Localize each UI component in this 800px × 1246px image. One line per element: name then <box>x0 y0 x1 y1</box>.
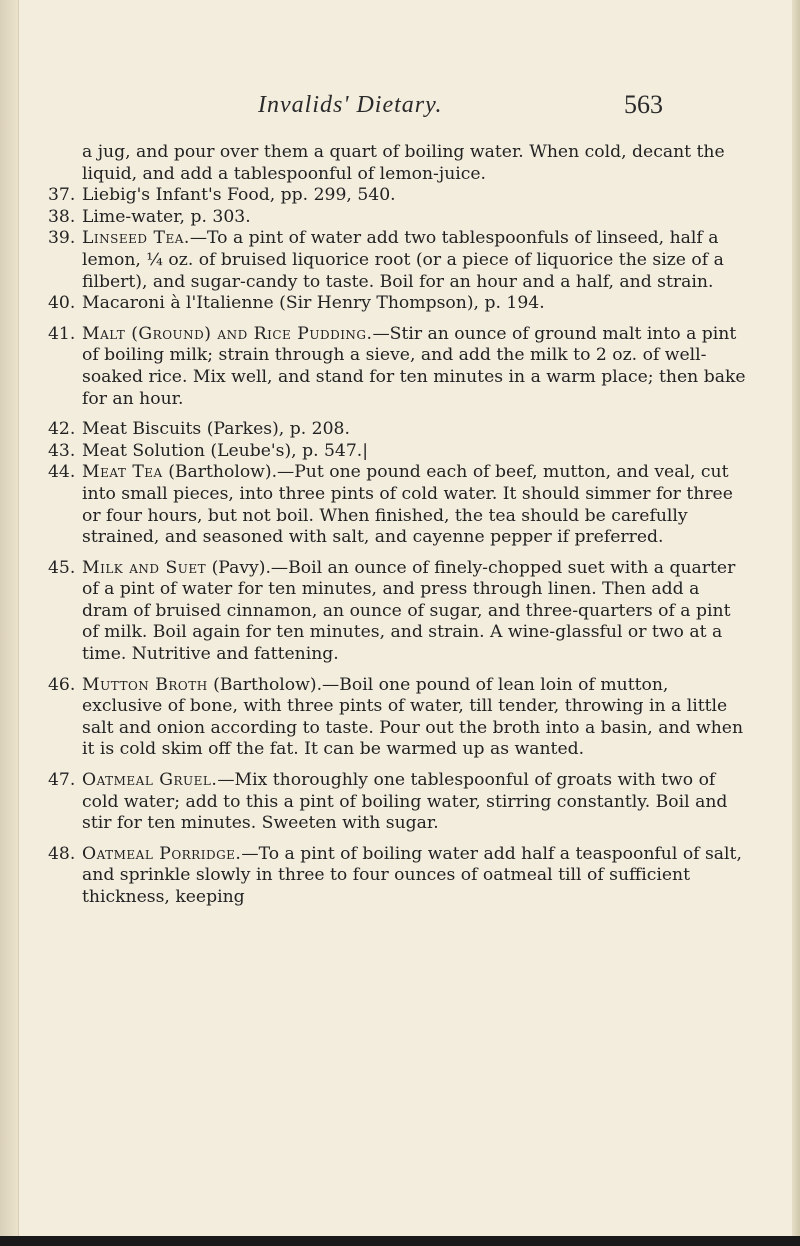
list-item <box>48 558 748 666</box>
page-edge <box>792 0 800 1246</box>
entry-heading: Oatmeal Porridge. <box>82 843 242 864</box>
entry-heading: Malt (Ground) and Rice Pudding. <box>82 323 373 344</box>
list-item <box>48 441 748 463</box>
running-title: Invalids' Dietary. <box>258 92 443 118</box>
entry-text: —Stir an ounce of ground malt into a pint of boiling milk; strain through a sieve, and add the milk to 2 oz. of well-soaked rice. Mix well, and stand for ten minutes in a warm place; then bake for an hour. <box>82 323 746 409</box>
entry-number: 41. <box>48 323 76 344</box>
entry-number: 48. <box>48 843 76 864</box>
entry-number: 47. <box>48 770 76 791</box>
entry-number: 43. <box>48 440 76 461</box>
entry-text: Meat Biscuits (Parkes), p. 208. <box>82 419 350 440</box>
entry-number: 38. <box>48 206 76 227</box>
entry-text: —To a pint of water add two tablespoonfuls of linseed, half a lemon, ¼ oz. of bruised liquorice root (or a piece of liquorice the size of a filbert), and sugar-candy to taste. Boil for an hour and a half, and strain. <box>82 228 724 292</box>
list-item <box>48 324 748 410</box>
page-gutter <box>0 0 18 1246</box>
entry-number: 42. <box>48 419 76 440</box>
entry-text: —Mix thoroughly one tablespoonful of groats with two of cold water; add to this a pint of boiling water, stirring constantly. Boil and stir for ten minutes. Sweeten with sugar. <box>82 770 728 834</box>
entry-heading: Linseed Tea. <box>82 228 190 249</box>
list-item <box>48 675 748 761</box>
list-item <box>48 207 748 229</box>
entry-text: Meat Solution (Leube's), p. 547.| <box>82 440 369 461</box>
continuation-paragraph: a jug, and pour over them a quart of boiling water. When cold, decant the liquid, and add a tablespoonful of lemon-juice. <box>82 142 725 184</box>
entry-heading: Meat Tea <box>82 462 163 483</box>
entry-number: 46. <box>48 674 76 695</box>
entry-number: 39. <box>48 228 76 249</box>
entry-text: Liebig's Infant's Food, pp. 299, 540. <box>82 185 396 206</box>
entry-number: 37. <box>48 185 76 206</box>
scan-bottom-edge <box>0 1236 800 1246</box>
entry-number: 44. <box>48 462 76 483</box>
entry-heading: Milk and Suet <box>82 557 207 578</box>
list-item <box>48 293 748 315</box>
page-body <box>48 142 748 909</box>
list-item <box>48 462 748 548</box>
entry-heading: Oatmeal Gruel. <box>82 770 218 791</box>
entry-text: (Pavy).—Boil an ounce of finely-chopped suet with a quarter of a pint of water for ten minutes, and press through linen. Then add a dram of bruised cinnamon, an ounce of sugar, and three-quarters of a pint of milk. Boil again for ten minutes, and strain. A wine-glassful or two at a time. Nutritive and fattening. <box>82 557 736 665</box>
list-item <box>48 419 748 441</box>
entry-text: Macaroni à l'Italienne (Sir Henry Thompson), p. 194. <box>82 293 545 314</box>
list-item <box>48 228 748 293</box>
list-item <box>48 770 748 835</box>
entry-text: —To a pint of boiling water add half a teaspoonful of salt, and sprinkle slowly in three to four ounces of oatmeal till of sufficient thickness, keeping <box>82 843 742 907</box>
page-number: 563 <box>624 90 663 119</box>
list-item <box>48 185 748 207</box>
list-item <box>48 844 748 909</box>
page-header <box>0 88 800 128</box>
entry-heading: Mutton Broth <box>82 674 208 695</box>
entry-number: 40. <box>48 293 76 314</box>
entry-number: 45. <box>48 557 76 578</box>
entry-text: Lime-water, p. 303. <box>82 206 251 227</box>
entry-text: (Bartholow).—Put one pound each of beef, mutton, and veal, cut into small pieces, into three pints of cold water. It should simmer for three or four hours, but not boil. When finished, the tea should be carefully strained, and seasoned with salt, and cayenne pepper if preferred. <box>82 462 733 548</box>
entry-text: (Bartholow).—Boil one pound of lean loin of mutton, exclusive of bone, with three pints of water, till tender, throwing in a little salt and onion according to taste. Pour out the broth into a basin, and when it is cold skim off the fat. It can be warmed up as wanted. <box>82 674 744 760</box>
